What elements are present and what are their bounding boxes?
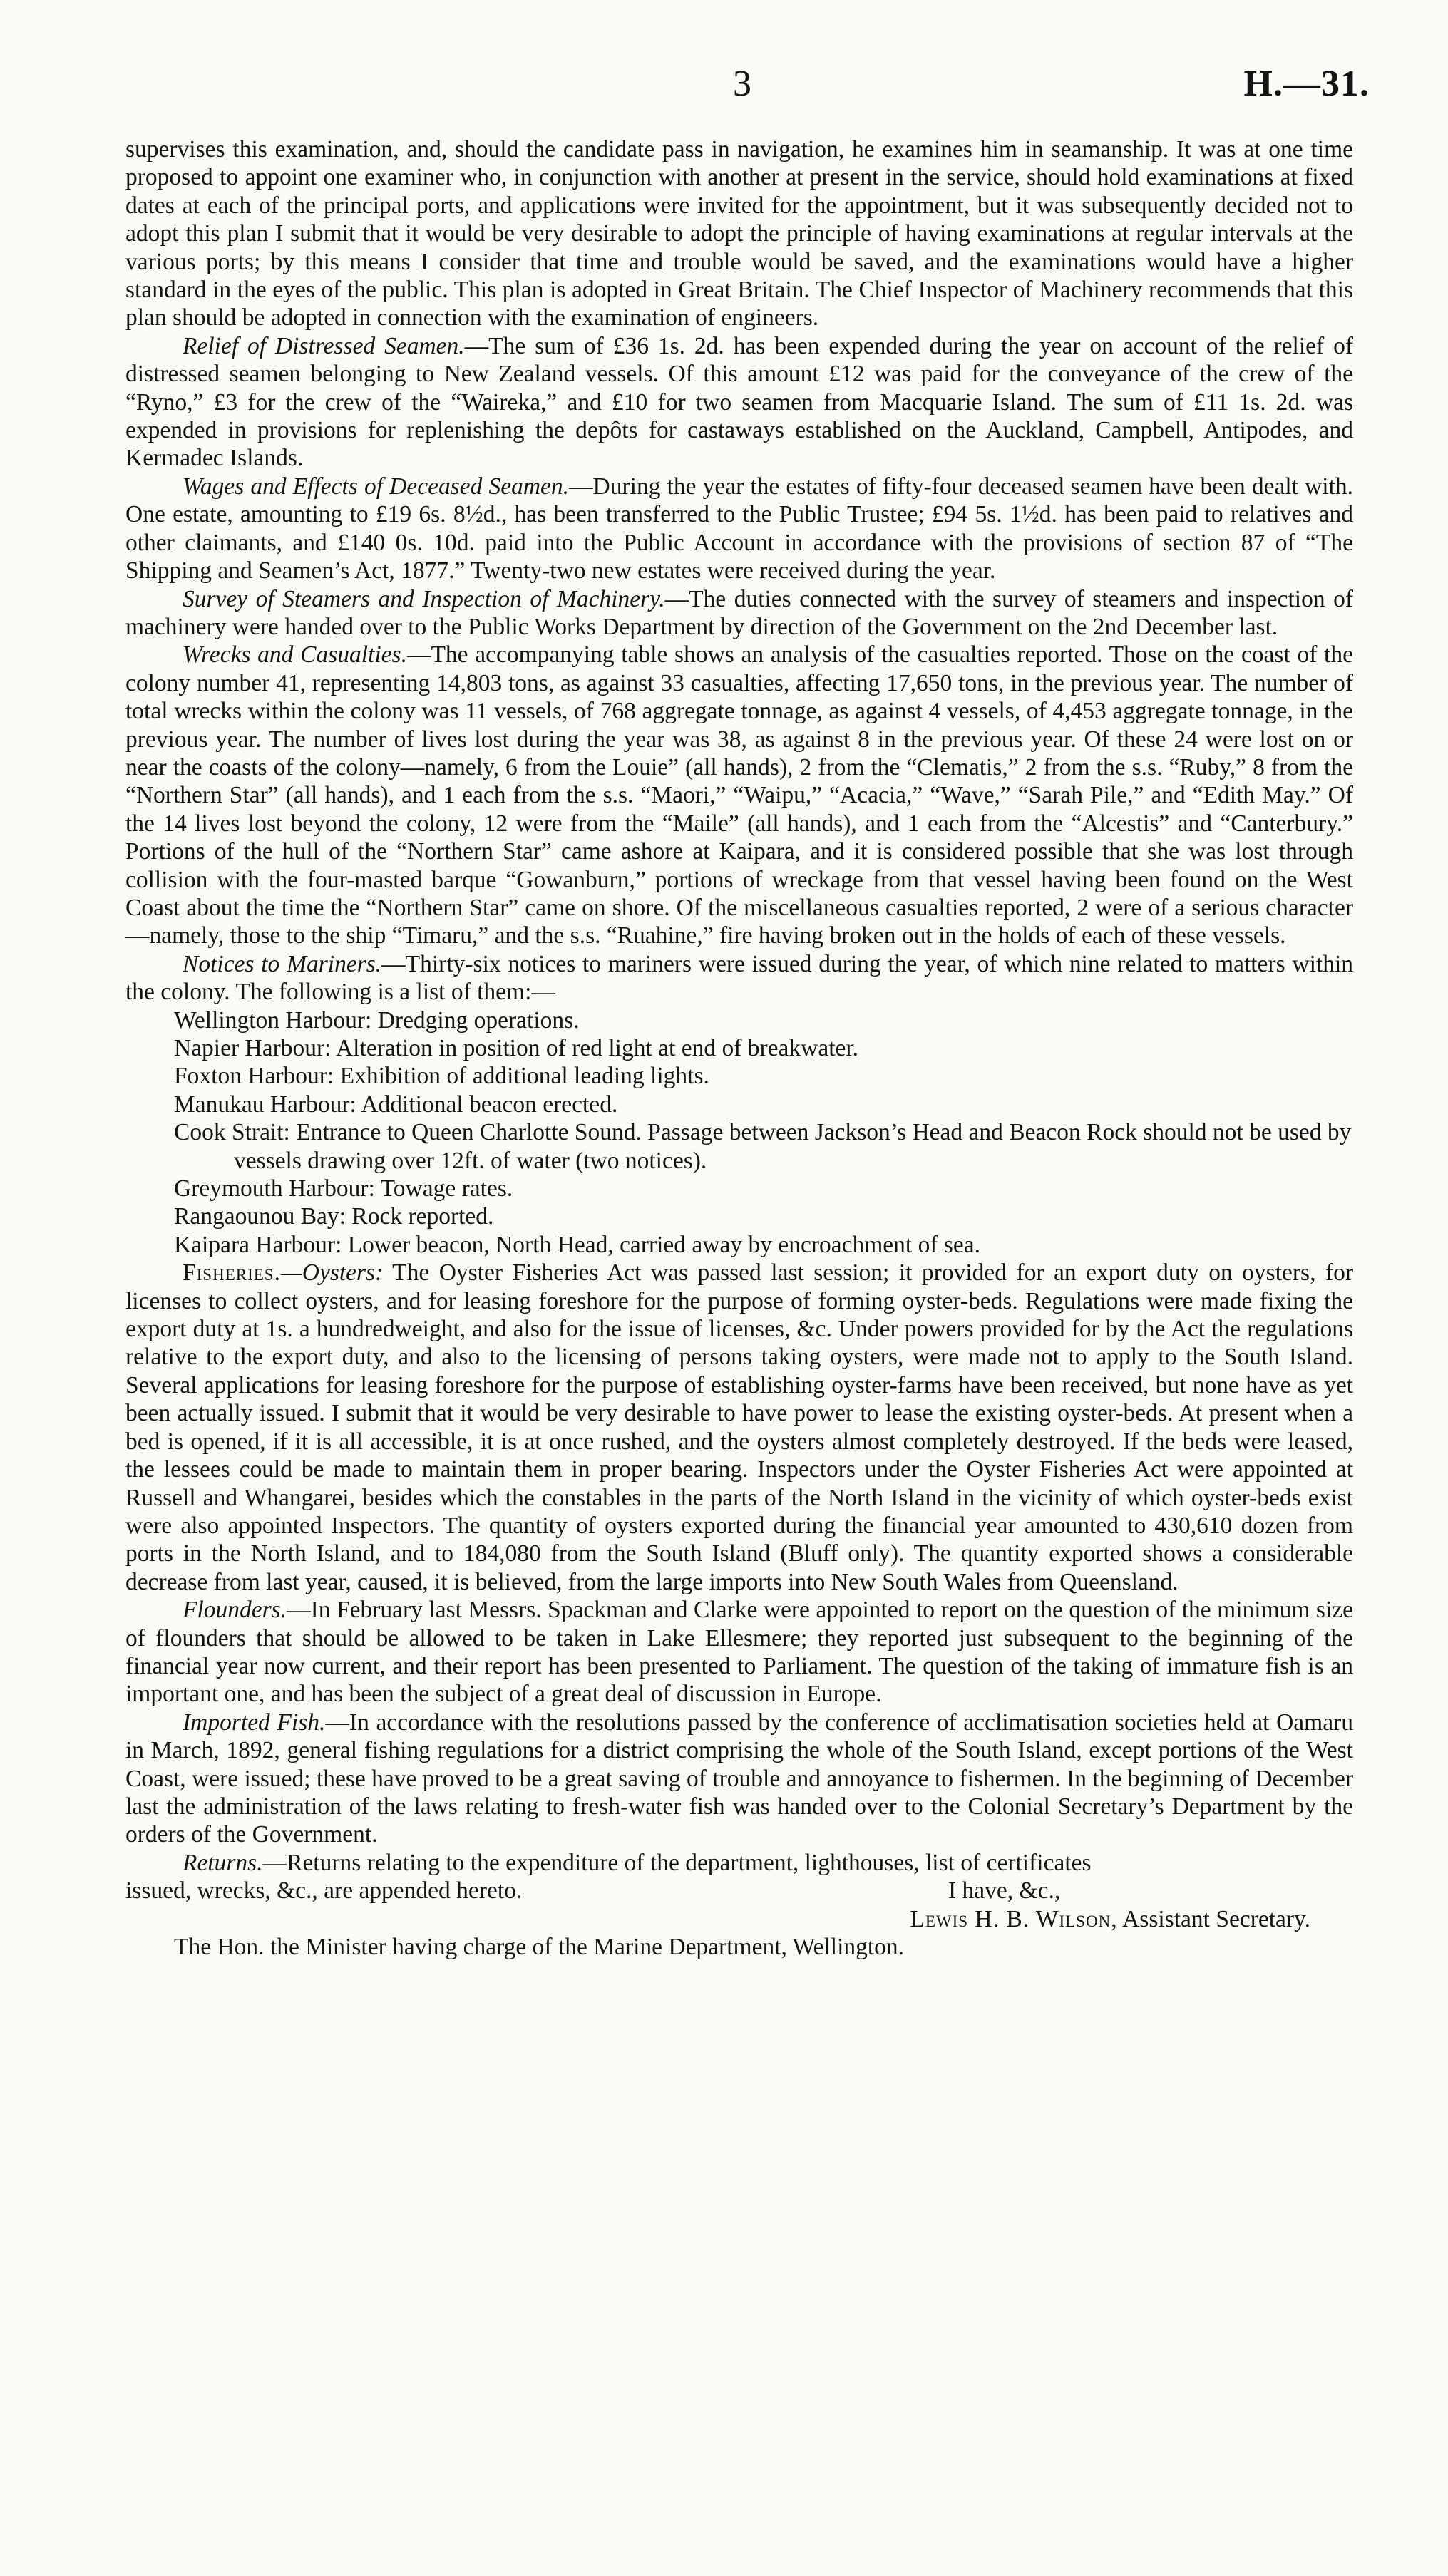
paragraph-examinations: supervises this examination, and, should the candidate pass in navigation, he examines him in seamanship. It was at one time proposed to appoint one examiner who, in conjunction with another at present in the service, should hold examinations at fixed dates at each of the principal ports, and applications were invited for the appointment, but it was subsequently decided not to adopt this plan I submit that it would be very desirable to adopt the principle of having examinations at regular intervals at the various ports; by this means I consider that time and trouble would be saved, and the examinations would have a higher standard in the eyes of the public. This plan is adopted in Great Britain. The Chief Inspector of Machinery recommends that this plan should be adopted in connection with the examination of engineers. [125,136,1353,331]
imported-text: —In accordance with the resolutions passed by the conference of acclimatisation societies held at Oamaru in March, 1892, general fishing regulations for a district comprising the whole of the South Island, except portions of the West Coast, were issued; these have proved to be a great saving of trouble and annoyance to fishermen. In the beginning of December last the administration of the laws relating to fresh-water fish was handed over to the Colonial Secretary’s Department by the orders of the Government. [125,1709,1353,1848]
flounders-heading: Flounders. [183,1597,287,1624]
document-reference: H.—31. [1243,63,1370,104]
paragraph-wages [125,473,1353,585]
signature [125,1905,1353,1933]
paragraph-survey [125,585,1353,642]
list-item: Manukau Harbour: Additional beacon erected. [174,1091,618,1118]
wrecks-heading: Wrecks and Casualties. [183,642,407,669]
addressee: The Hon. the Minister having charge of the Marine Department, Wellington. [174,1933,905,1960]
list-item: Foxton Harbour: Exhibition of additional leading lights. [174,1063,709,1090]
signature-title: Assistant Secretary. [1117,1905,1310,1932]
wages-text: —During the year the estates of fifty-four deceased seamen have been dealt with. One estate, amounting to £19 6s. 8½d., has been transferred to the Public Trustee; £94 5s. 1½d. has been paid to relatives and other claimants, and £140 0s. 10d. paid into the Public Account in accordance with the provisions of section 87 of “The Shipping and Seamen’s Act, 1877.” Twenty-two new estates were received during the year. [125,473,1354,584]
list-item: Kaipara Harbour: Lower beacon, North Head, carried away by encroachment of sea. [174,1231,981,1258]
flounders-text: —In February last Messrs. Spackman and Clarke were appointed to report on the question of the minimum size of flounders that should be allowed to be taken in Lake Ellesmere; they reported just subsequent to the beginning of the financial year now current, and their report has been presented to Parliament. The question of the taking of immature fish is an important one, and has been the subject of a great deal of discussion in Europe. [125,1597,1353,1708]
list-item: Rangaounou Bay: Rock reported. [174,1203,494,1230]
paragraph-notices [125,950,1353,1006]
notices-text: —Thirty-six notices to mariners were issued during the year, of which nine related to matters within the colony. The following is a list of them:— [125,950,1353,1006]
returns-heading: Returns. [183,1849,263,1876]
returns-text: —Returns relating to the expenditure of the department, lighthouses, list of certificates [262,1849,1092,1876]
report-body [125,135,1353,1961]
paragraph-returns [125,1849,1353,1877]
survey-text: —The duties connected with the survey of steamers and inspection of machinery were handed over to the Public Works Department by direction of the Government on the 2nd December last. [125,585,1353,640]
returns-closing-row [125,1877,1353,1905]
page-number: 3 [733,63,751,104]
notices-list [125,1006,1353,1259]
relief-text: —The sum of £36 1s. 2d. has been expended during the year on account of the relief of distressed seamen belonging to New Zealand vessels. Of this amount £12 was paid for the conveyance of the crew of the “Ryno,” £3 for the crew of the “Waireka,” and £10 for two seamen from Macquarie Island. The sum of £11 1s. 2d. was expended in provisions for replenishing the depôts for castaways established on the Auckland, Campbell, Antipodes, and Kermadec Islands. [125,332,1354,472]
wrecks-text: —The accompanying table shows an analysis of the casualties reported. Those on the coast of the colony number 41, representing 14,803 tons, as against 33 casualties, affecting 17,650 tons, in the previous year. The number of total wrecks within the colony was 11 vessels, of 768 aggregate tonnage, as against 4 vessels, of 4,453 aggregate tonnage, in the previous year. The number of lives lost during the year was 38, as against 8 in the previous year. Of these 24 were lost on or near the coasts of the colony—namely, 6 from the Louie” (all hands), 2 from the “Clematis,” 2 from the s.s. “Ruby,” 8 from the “Northern Star” (all hands), and 1 each from the s.s. “Maori,” “Waipu,” “Acacia,” “Wave,” “Sarah Pile,” and “Edith May.” Of the 14 lives lost beyond the colony, 12 were from the “Maile” (all hands), and 1 each from the “Alcestis” and “Canterbury.” Portions of the hull of the “Northern Star” came ashore at Kaipara, and it is considered possible that she was lost through collision with the four-masted barque “Gowanburn,” portions of wreckage from that vessel having been found on the West Coast about the time the “Northern Star” came on shore. Of the miscellaneous casualties reported, 2 were of a serious character—namely, those to the ship “Timaru,” and the s.s. “Ruahine,” fire having broken out in the holds of each of these vessels. [125,642,1353,949]
returns-text-continued: issued, wrecks, &c., are appended hereto. [125,1877,523,1905]
paragraph-wrecks [125,641,1353,949]
notices-heading: Notices to Mariners. [183,950,382,977]
paragraph-flounders [125,1596,1353,1709]
paragraph-relief [125,332,1353,473]
wages-heading: Wages and Effects of Deceased Seamen. [183,473,570,500]
paragraph-imported-fish [125,1709,1353,1849]
closing-salutation: I have, &c., [948,1877,1061,1905]
list-item: Greymouth Harbour: Towage rates. [174,1175,513,1202]
oysters-heading: —Oysters: [280,1259,384,1287]
oysters-text: The Oyster Fisheries Act was passed last session; it provided for an export duty on oysters, for licenses to collect oysters, and for leasing foreshore for the purpose of forming oyster-beds. Regulations were made fixing the export duty at 1s. a hundredweight, and also for the issue of licenses, &c. Under powers provided for by the Act the regulations relative to the export duty, and also to the licensing of persons taking oysters, were made not to apply to the South Island. Several applications for leasing foreshore for the purpose of establishing oyster-farms have been received, but none have as yet been actually issued. I submit that it would be very desirable to have power to lease the existing oyster-beds. At present when a bed is opened, if it is all accessible, it is at once rushed, and the oysters almost completely destroyed. If the beds were leased, the lessees could be made to maintain them in proper bearing. Inspectors under the Oyster Fisheries Act were appointed at Russell and Whangarei, besides which the constables in the parts of the North Island in the vicinity of which oyster-beds exist were also appointed Inspectors. The quantity of oysters exported during the financial year amounted to 430,610 dozen from ports in the North Island, and to 184,080 from the South Island (Bluff only). The quantity exported shows a considerable decrease from last year, caused, it is believed, from the large imports into New South Wales from Queensland. [125,1259,1353,1595]
list-item: Wellington Harbour: Dredging operations. [174,1006,580,1034]
list-item: Cook Strait: Entrance to Queen Charlotte Sound. Passage between Jackson’s Head and Beacon Rock should not be used by vessels drawing over 12ft. of water (two notices). [174,1119,1352,1174]
relief-heading: Relief of Distressed Seamen. [183,332,465,359]
paragraph-fisheries [125,1259,1353,1596]
imported-heading: Imported Fish. [183,1709,326,1736]
signature-name: Lewis H. B. Wilson, [910,1905,1118,1932]
fisheries-heading: Fisheries. [183,1259,281,1287]
survey-heading: Survey of Steamers and Inspection of Machinery. [183,585,665,612]
list-item: Napier Harbour: Alteration in position of red light at end of breakwater. [174,1035,859,1061]
